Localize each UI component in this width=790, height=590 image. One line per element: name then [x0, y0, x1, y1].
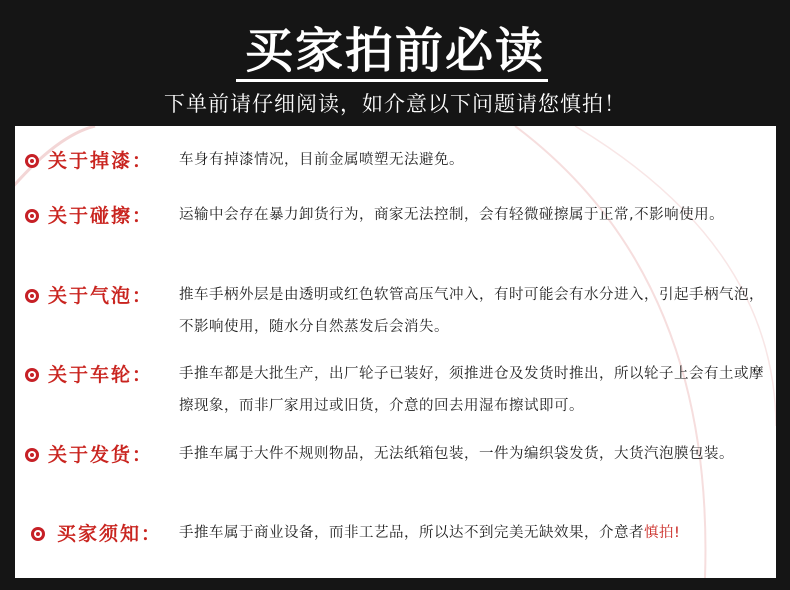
bullet-icon	[25, 448, 39, 462]
notice-text: 运输中会存在暴力卸货行为，商家无法控制，会有轻微碰擦属于正常,不影响使用。	[179, 207, 725, 223]
notice-label: 关于碰擦：	[48, 205, 154, 227]
title-underline	[236, 79, 548, 82]
page-title: 买家拍前必读	[244, 23, 545, 79]
decorative-arcs	[15, 126, 776, 578]
notice-text: 车身有掉漆情况，目前金属喷塑无法避免。	[179, 152, 464, 168]
bullet-icon	[25, 368, 39, 382]
notice-panel	[15, 126, 776, 578]
header	[0, 0, 790, 126]
bullet-icon	[25, 154, 39, 168]
notice-text: 手推车属于大件不规则物品，无法纸箱包装，一件为编织袋发货，大货汽泡膜包装。	[179, 446, 734, 462]
notice-label: 关于气泡：	[48, 285, 154, 307]
notice-label: 关于发货：	[48, 444, 154, 466]
notice-text: 手推车都是大批生产，出厂轮子已装好，须推进仓及发货时推出，所以轮子上会有土或摩擦现象，而非厂家用过或旧货，介意的回去用湿布擦试即可。	[179, 366, 764, 414]
notice-label: 买家须知：	[57, 523, 163, 545]
notice-label: 关于掉漆：	[48, 150, 154, 172]
page-subtitle: 下单前请仔细阅读，如介意以下问题请您慎拍！	[164, 92, 626, 116]
bullet-icon	[25, 209, 39, 223]
notice-text-highlight: 慎拍!	[644, 525, 681, 541]
notice-label: 关于车轮：	[48, 364, 154, 386]
notice-text	[179, 517, 769, 549]
bullet-icon	[25, 289, 39, 303]
notice-text: 推车手柄外层是由透明或红色软管高压气冲入，有时可能会有水分进入，引起手柄气泡，不影响使用，随水分自然蒸发后会消失。	[179, 287, 764, 335]
bullet-icon	[31, 527, 45, 541]
notice-text-main: 手推车属于商业设备，而非工艺品，所以达不到完美无缺效果，介意者	[179, 525, 644, 541]
